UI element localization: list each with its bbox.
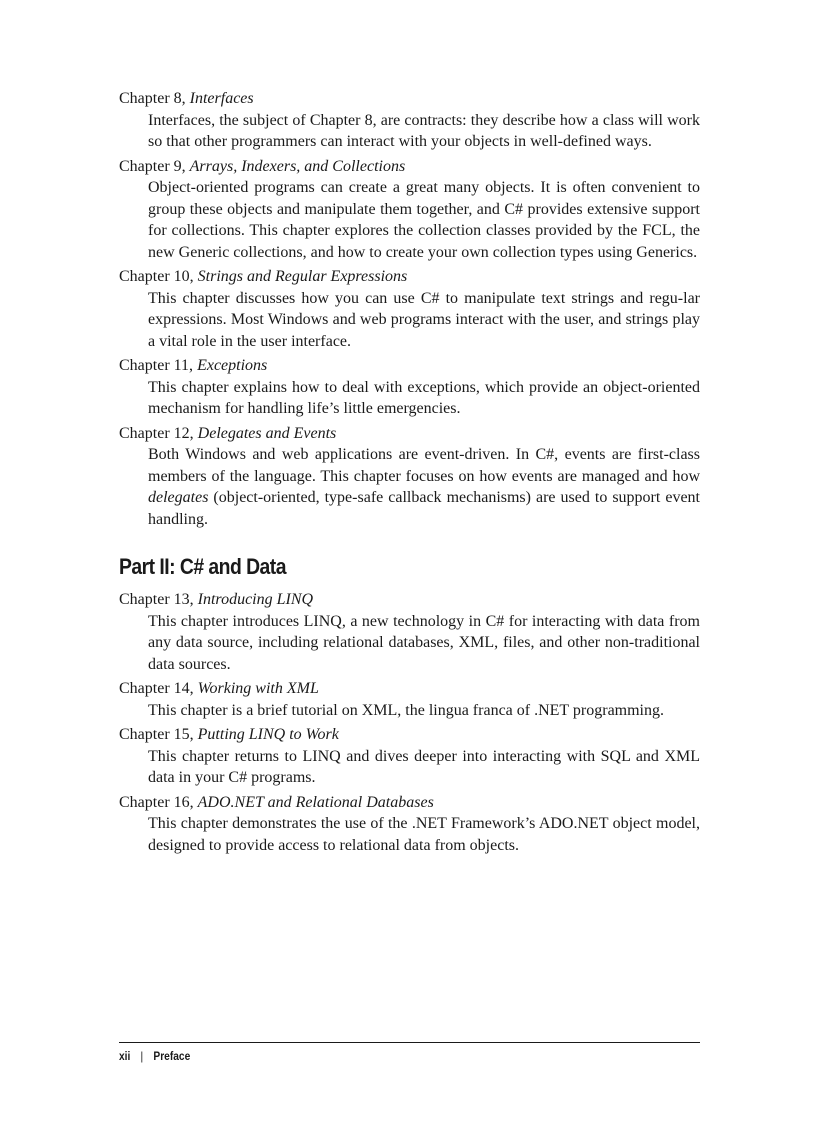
chapter-prefix: Chapter 11, (119, 357, 198, 374)
chapter-subtitle: Strings and Regular Expressions (197, 268, 408, 285)
part-heading: Part II: C# and Data (119, 554, 286, 579)
chapter-entry-8 (119, 88, 700, 153)
chapter-title (119, 266, 700, 288)
chapter-description (148, 444, 700, 530)
page-footer (119, 1048, 190, 1064)
section-name: Preface (153, 1049, 191, 1063)
chapter-entry-12 (119, 423, 700, 531)
chapter-title (119, 355, 700, 377)
chapter-prefix: Chapter 15, (119, 726, 198, 743)
chapter-prefix: Chapter 8, (119, 90, 190, 107)
chapter-title (119, 792, 700, 814)
chapter-title (119, 156, 700, 178)
chapter-prefix: Chapter 13, (119, 591, 198, 608)
chapter-prefix: Chapter 16, (119, 793, 198, 811)
chapter-entry-9 (119, 156, 700, 264)
chapter-subtitle: Introducing LINQ (197, 591, 314, 608)
chapter-entry-11 (119, 355, 700, 420)
chapter-prefix: Chapter 14, (119, 680, 198, 697)
description-text: Both Windows and web applications are event-driven. In C#, events are first-class members of the language. This chapter focuses on how events are managed and how (148, 446, 700, 485)
chapter-title (119, 589, 700, 611)
description-text: (object-oriented, type-safe callback mechanisms) are used to support event handling. (148, 489, 700, 528)
page-body (119, 88, 700, 856)
chapter-entry-10 (119, 266, 700, 352)
chapter-entry-14 (119, 678, 700, 721)
chapter-subtitle: ADO.NET and Relational Databases (197, 793, 434, 811)
chapter-title (119, 88, 700, 110)
chapter-title (119, 724, 700, 746)
chapter-subtitle: Delegates and Events (197, 424, 337, 442)
chapter-description: This chapter returns to LINQ and dives deeper into interacting with SQL and XML data in your C# programs. (148, 747, 700, 786)
chapter-description: This chapter introduces LINQ, a new technology in C# for interacting with data from any data source, including relational databases, XML, files, and other non-traditional data sources. (148, 612, 700, 673)
emphasized-term: delegates (148, 489, 209, 506)
footer-separator: | (140, 1049, 144, 1063)
chapter-description: This chapter explains how to deal with exceptions, which provide an object-oriented mechanism for handling life’s little emergencies. (148, 378, 700, 417)
chapter-subtitle: Exceptions (197, 357, 268, 374)
chapter-entry-15 (119, 724, 700, 789)
chapter-subtitle: Putting LINQ to Work (197, 726, 339, 743)
chapter-title (119, 678, 700, 700)
chapter-title (119, 423, 700, 445)
chapter-prefix: Chapter 10, (119, 268, 198, 285)
page-number: xii (119, 1049, 131, 1063)
chapter-prefix: Chapter 9, (119, 157, 190, 175)
chapter-description: Interfaces, the subject of Chapter 8, are contracts: they describe how a class will work so that other programmers can interact with your objects in well-defined ways. (148, 111, 700, 150)
footer-divider (119, 1042, 700, 1043)
chapter-subtitle: Working with XML (197, 680, 319, 697)
chapter-subtitle: Arrays, Indexers, and Collections (189, 157, 406, 175)
chapter-subtitle: Interfaces (189, 90, 254, 107)
chapter-description: Object-oriented programs can create a great many objects. It is often convenient to group these objects and manipulate them together, and C# provides extensive support for collections. This chapter explores the collection classes provided by the FCL, the new Generic collections, and how to create your own collection types using Generics. (148, 179, 700, 261)
chapter-prefix: Chapter 12, (119, 424, 198, 442)
chapter-description: This chapter discusses how you can use C# to manipulate text strings and regu-lar expressions. Most Windows and web programs interact with the user, and strings play a vital role in the user interface. (148, 289, 700, 350)
chapter-entry-16 (119, 792, 700, 857)
chapter-entry-13 (119, 589, 700, 675)
chapter-description: This chapter demonstrates the use of the .NET Framework’s ADO.NET object model, designed to provide access to relational data from objects. (148, 815, 700, 854)
chapter-description: This chapter is a brief tutorial on XML, the lingua franca of .NET programming. (148, 701, 664, 719)
